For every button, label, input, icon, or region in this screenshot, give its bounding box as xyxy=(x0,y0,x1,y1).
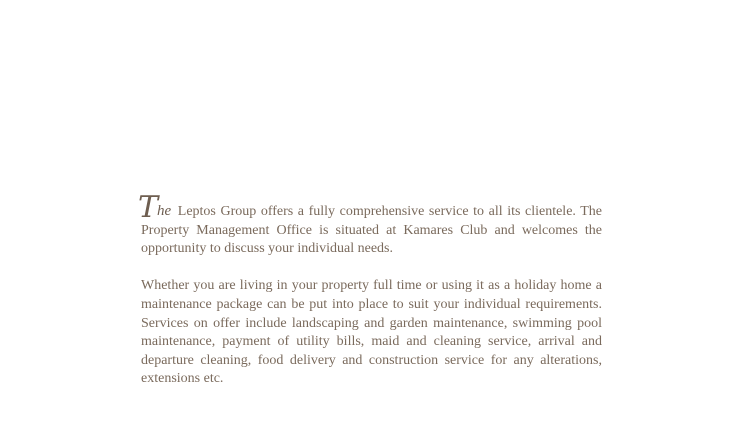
body-text xyxy=(138,190,603,389)
paragraph-intro xyxy=(138,190,603,259)
drop-cap-word-rest: he xyxy=(157,203,172,219)
paragraph-services xyxy=(141,277,602,389)
paragraph-services-text: Whether you are living in your property full time or using it as a holiday home a maintenance package can be put into place to suit your individual requirements. Services on offer include landscaping and garden maintenance, swimming pool maintenance, payment of utility bills, maid and cleaning service, arrival and departure cleaning, food delivery and construction service for any alterations, extensions etc. xyxy=(141,278,602,387)
drop-cap-letter: T xyxy=(138,190,158,225)
paragraph-intro-text: Leptos Group offers a fully comprehensive service to all its clientele. The Property Management Office is situated at Kamares Club and welcomes the opportunity to discuss your individual needs. xyxy=(141,204,603,257)
